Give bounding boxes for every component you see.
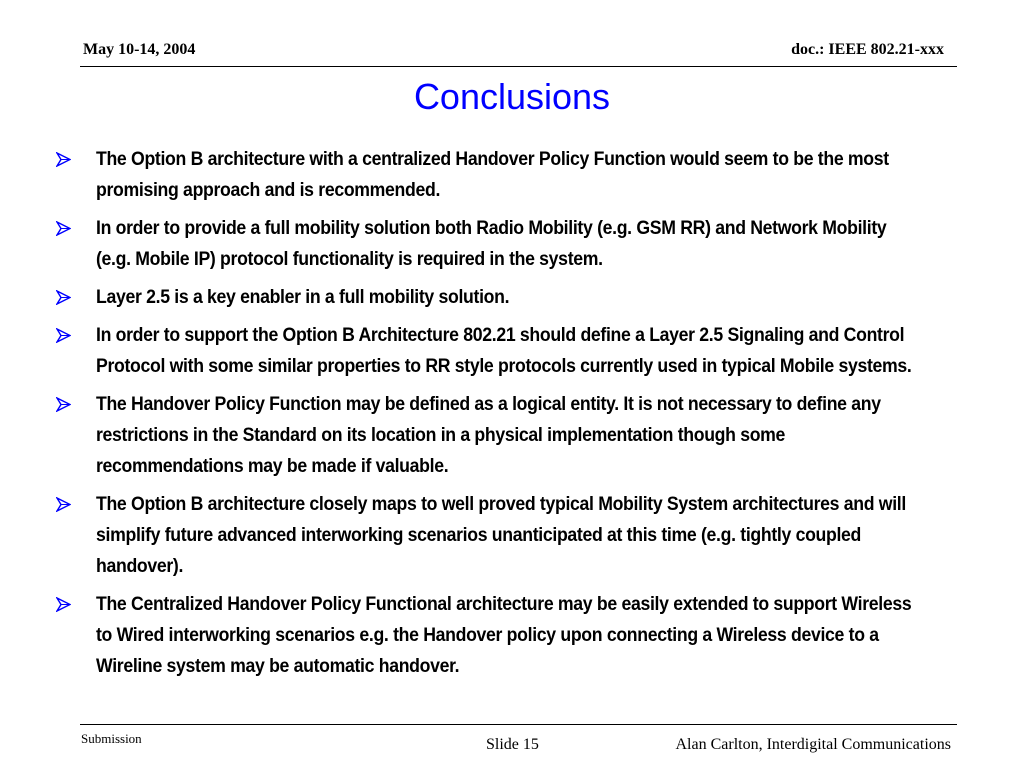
footer-divider (80, 724, 957, 725)
arrow-bullet-icon (56, 489, 96, 520)
arrow-bullet-icon (56, 320, 96, 351)
bullet-text: The Centralized Handover Policy Functional architecture may be easily extended to support Wireless to Wired interworking scenarios e.g. the Handover policy upon connecting a Wireless device to a Wireline system may be automatic handover. (96, 594, 912, 677)
arrow-bullet-icon (56, 144, 96, 175)
arrow-bullet-icon (56, 589, 96, 620)
bullet-list (56, 144, 974, 689)
bullet-item (56, 213, 974, 275)
bullet-item (56, 144, 974, 206)
header-date: May 10-14, 2004 (83, 41, 196, 58)
footer-submission: Submission (81, 731, 142, 746)
slide-title: Conclusions (413, 76, 611, 117)
bullet-item (56, 589, 974, 682)
header-doc-id: doc.: IEEE 802.21-xxx (791, 41, 944, 58)
bullet-item (56, 282, 974, 313)
arrow-bullet-icon (56, 282, 96, 313)
bullet-item (56, 489, 974, 582)
bullet-text: The Option B architecture closely maps to well proved typical Mobility System architectures and will simplify future advanced interworking scenarios unanticipated at this time (e.g. tightly coupled handover). (96, 494, 906, 577)
header-divider (80, 66, 957, 67)
bullet-text: In order to support the Option B Architecture 802.21 should define a Layer 2.5 Signaling and Control Protocol with some similar properties to RR style protocols currently used in typical Mobile systems. (96, 325, 912, 377)
bullet-text: The Handover Policy Function may be defined as a logical entity. It is not necessary to define any restrictions in the Standard on its location in a physical implementation though some recommendations may be made if valuable. (96, 394, 881, 477)
bullet-item (56, 389, 974, 482)
footer-slide-number: Slide 15 (486, 736, 539, 753)
arrow-bullet-icon (56, 389, 96, 420)
bullet-item (56, 320, 974, 382)
arrow-bullet-icon (56, 213, 96, 244)
footer-author: Alan Carlton, Interdigital Communications (675, 736, 951, 753)
bullet-text: The Option B architecture with a centralized Handover Policy Function would seem to be the most promising approach and is recommended. (96, 149, 889, 201)
bullet-text: In order to provide a full mobility solution both Radio Mobility (e.g. GSM RR) and Network Mobility (e.g. Mobile IP) protocol functionality is required in the system. (96, 218, 887, 270)
bullet-text: Layer 2.5 is a key enabler in a full mobility solution. (96, 287, 510, 308)
